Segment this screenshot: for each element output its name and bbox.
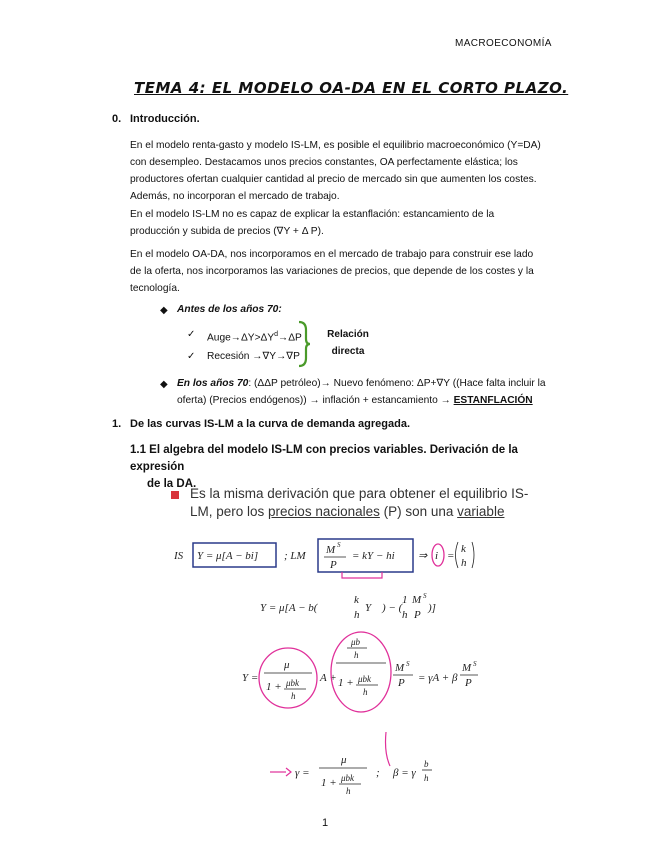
svg-text:P: P bbox=[414, 609, 421, 621]
svg-text:) − (: ) − ( bbox=[382, 602, 403, 614]
slide-text-part: (P) son una bbox=[379, 504, 458, 519]
svg-text:;: ; bbox=[376, 767, 380, 779]
svg-text:M: M bbox=[395, 662, 405, 674]
text-line: con desempleo. Destacamos unos precios constantes, OA perfectamente elástica; los bbox=[130, 157, 518, 168]
svg-text:γ =: γ = bbox=[295, 767, 310, 779]
section-1-title: De las curvas IS-LM a la curva de demanda agregada. bbox=[130, 418, 411, 430]
svg-text:h: h bbox=[354, 650, 359, 660]
text-line bbox=[177, 392, 567, 409]
svg-text:= γA + β: = γA + β bbox=[418, 672, 458, 684]
text-line: tecnología. bbox=[130, 283, 180, 294]
text-line: En el modelo renta-gasto y modelo IS-LM, es posible el equilibrio macroeconómico (Y=DA) bbox=[130, 140, 541, 151]
curly-brace-icon bbox=[296, 320, 312, 368]
check-icon: ✓ bbox=[187, 329, 196, 340]
svg-text:⇒: ⇒ bbox=[418, 550, 428, 562]
svg-text:P: P bbox=[330, 559, 337, 571]
svg-text:1 +: 1 + bbox=[338, 677, 354, 689]
svg-text:; LM: ; LM bbox=[284, 550, 306, 562]
svg-text:S: S bbox=[423, 592, 427, 600]
svg-text:Y =: Y = bbox=[242, 672, 259, 684]
intro-paragraph-3 bbox=[130, 246, 550, 297]
intro-paragraph-2 bbox=[130, 206, 550, 240]
check-item-auge bbox=[207, 326, 302, 346]
slide-text-underlined: precios nacionales bbox=[268, 504, 380, 519]
svg-text:)]: )] bbox=[428, 602, 436, 614]
svg-text:= kY − hi: = kY − hi bbox=[352, 550, 395, 562]
section-1-number: 1. bbox=[112, 418, 122, 430]
diamond-bullet-icon: ◆ bbox=[160, 379, 168, 390]
text-line: 1.1 El algebra del modelo IS-LM con precios variables. Derivación de la expresión bbox=[130, 444, 518, 473]
slide-text-part: LM, pero los bbox=[190, 504, 269, 519]
svg-text:M: M bbox=[462, 662, 472, 674]
svg-text:1: 1 bbox=[402, 594, 408, 606]
svg-text:h: h bbox=[354, 609, 360, 621]
svg-text:h: h bbox=[402, 609, 408, 621]
svg-text:h: h bbox=[346, 786, 351, 796]
bullet-years-70-lead: En los años 70 bbox=[177, 378, 249, 389]
svg-text:Y: Y bbox=[365, 602, 372, 614]
svg-text:S: S bbox=[406, 660, 410, 668]
text-line: En el modelo IS-LM no es capaz de explicar la estanflación: estancamiento de la bbox=[130, 209, 495, 220]
svg-text:μbk: μbk bbox=[341, 773, 355, 783]
running-header: MACROECONOMÍA bbox=[455, 38, 552, 49]
bullet-before-70: Antes de los años 70: bbox=[177, 304, 282, 315]
section-0-number: 0. bbox=[112, 113, 122, 125]
bullet-years-70-line1: : (ΔΔP petróleo)→ Nuevo fenómeno: ΔP+∇Y ((Hace falta incluir la bbox=[248, 378, 546, 389]
svg-text:M: M bbox=[326, 544, 336, 556]
svg-text:k: k bbox=[461, 543, 466, 555]
svg-text:μbk: μbk bbox=[286, 678, 300, 688]
check-item-auge-sup: d bbox=[274, 331, 279, 338]
text-line: de la DA. bbox=[147, 478, 197, 490]
svg-text:μ: μ bbox=[341, 754, 347, 766]
text-line: producción y subida de precios (∇Y + Δ P). bbox=[130, 226, 324, 237]
text-line: Relación bbox=[327, 329, 369, 340]
text-line: de la oferta, nos incorporamos las variaciones de precios, que depende de los costes y la bbox=[130, 266, 534, 277]
svg-text:M: M bbox=[412, 594, 422, 606]
svg-text:i: i bbox=[435, 550, 439, 562]
is-lm-equations-figure bbox=[160, 528, 480, 828]
slide-bullet-icon bbox=[171, 491, 179, 499]
section-0-title: Introducción. bbox=[130, 113, 200, 125]
svg-text:1 +: 1 + bbox=[321, 777, 337, 789]
svg-text:1 +: 1 + bbox=[266, 681, 282, 693]
bullet-years-70 bbox=[177, 375, 567, 409]
svg-text:P: P bbox=[465, 677, 472, 689]
text-line: En el modelo OA-DA, nos incorporamos en el mercado de trabajo para construir ese lado bbox=[130, 249, 534, 260]
text-line bbox=[190, 503, 540, 521]
svg-text:S: S bbox=[473, 660, 477, 668]
slide-text-underlined: variable bbox=[457, 504, 505, 519]
slide-text bbox=[190, 485, 540, 521]
diamond-bullet-icon: ◆ bbox=[160, 305, 168, 316]
text-line: Además, no incorporan el mercado de trabajo. bbox=[130, 191, 340, 202]
text-line: productores ofertan cualquier cantidad al precio de mercado sin que aumenten los costes. bbox=[130, 174, 537, 185]
svg-text:A +: A + bbox=[320, 672, 337, 684]
svg-text:h: h bbox=[363, 687, 368, 697]
relacion-directa-label bbox=[318, 326, 378, 360]
svg-text:b: b bbox=[424, 759, 429, 769]
check-item-recesion: Recesión →∇Y→∇P bbox=[207, 351, 300, 362]
svg-text:μ: μ bbox=[284, 659, 290, 671]
text-line: Es la misma derivación que para obtener el equilibrio IS- bbox=[190, 486, 529, 501]
svg-text:h: h bbox=[461, 557, 467, 569]
estanflacion-keyword: ESTANFLACIÓN bbox=[453, 395, 533, 406]
check-item-auge-end: →ΔP bbox=[278, 332, 302, 344]
intro-paragraph-1 bbox=[130, 137, 550, 205]
svg-text:β = γ: β = γ bbox=[393, 767, 416, 779]
svg-text:h: h bbox=[424, 773, 429, 783]
svg-text:IS: IS bbox=[174, 550, 184, 562]
page-title: TEMA 4: EL MODELO OA-DA EN EL CORTO PLAZO. bbox=[134, 79, 569, 97]
page-number: 1 bbox=[322, 817, 329, 829]
check-item-auge-text: Auge→ΔY>ΔY bbox=[207, 332, 275, 344]
bullet-years-70-line2: oferta) (Precios endógenos)) → inflación + estancamiento → bbox=[177, 395, 454, 406]
text-line bbox=[177, 375, 567, 392]
svg-text:=: = bbox=[447, 550, 455, 562]
check-icon: ✓ bbox=[187, 351, 196, 362]
svg-text:S: S bbox=[337, 541, 341, 549]
text-line: directa bbox=[331, 346, 365, 357]
svg-text:μbk: μbk bbox=[358, 674, 372, 684]
svg-text:Y = μ[A − b(: Y = μ[A − b( bbox=[260, 602, 318, 614]
svg-text:μb: μb bbox=[351, 637, 361, 647]
svg-text:Y = μ[A − bi]: Y = μ[A − bi] bbox=[197, 550, 259, 562]
svg-text:h: h bbox=[291, 691, 296, 701]
svg-text:P: P bbox=[398, 677, 405, 689]
svg-text:k: k bbox=[354, 594, 359, 606]
